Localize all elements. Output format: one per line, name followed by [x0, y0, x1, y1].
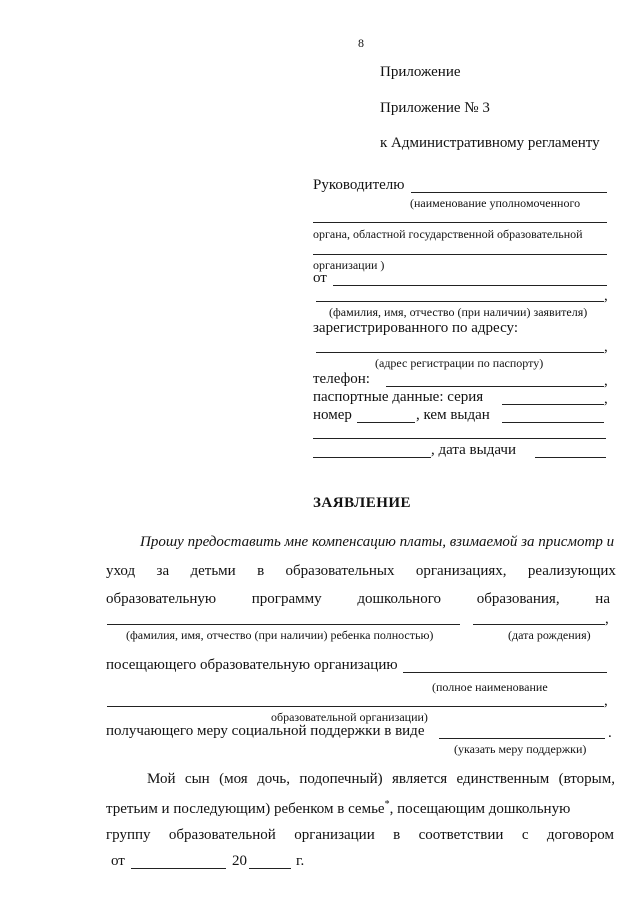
- word: договором: [546, 827, 614, 843]
- to-label: Руководителю: [313, 177, 405, 193]
- para2-line2-text: третьим и последующим) ребенком в семье: [106, 801, 385, 817]
- word: группу: [106, 827, 151, 843]
- word: Мой: [147, 771, 176, 787]
- word: за: [156, 563, 170, 579]
- word: уход: [106, 563, 136, 579]
- hint-org-2: органа, областной государственной образовательной: [313, 227, 583, 241]
- word: в: [257, 563, 265, 579]
- issued-label: , кем выдан: [416, 407, 490, 423]
- hint-org-1: (наименование уполномоченного: [410, 196, 581, 210]
- word: дошкольного: [357, 591, 441, 607]
- word: организации: [294, 827, 375, 843]
- word: соответствии: [418, 827, 504, 843]
- header-line-1: Приложение: [380, 64, 461, 80]
- number-field-line[interactable]: [357, 422, 415, 423]
- word: единственным: [456, 771, 550, 787]
- issued-field-line-2[interactable]: [313, 438, 606, 439]
- address-comma: ,: [604, 339, 608, 355]
- hint-address: (адрес регистрации по паспорту): [375, 356, 544, 370]
- para1-line2: [106, 563, 616, 580]
- word: образовательных: [285, 563, 395, 579]
- org-field-line-2[interactable]: [313, 254, 607, 255]
- hint-org: образовательной организации): [271, 710, 428, 724]
- from-field-line[interactable]: [333, 285, 607, 286]
- header-line-2: Приложение № 3: [380, 100, 490, 116]
- phone-field-line[interactable]: [386, 386, 604, 387]
- hint-name: (фамилия, имя, отчество (при наличии) заявителя): [329, 305, 588, 319]
- from-label: от: [313, 270, 327, 286]
- date-suffix: г.: [296, 853, 305, 869]
- word: (вторым,: [558, 771, 615, 787]
- document-title: ЗАЯВЛЕНИЕ: [313, 495, 412, 511]
- page-number: 8: [358, 36, 364, 50]
- word: организациях,: [415, 563, 507, 579]
- birth-date-line[interactable]: [473, 624, 605, 625]
- support-label: получающего меру социальной поддержки в виде: [106, 723, 425, 739]
- attending-label: посещающего образовательную организацию: [106, 657, 398, 673]
- para2-line2-rest: , посещающим дошкольную: [389, 801, 571, 817]
- word: образовательной: [168, 827, 276, 843]
- issue-date-left-line[interactable]: [313, 457, 431, 458]
- word: является: [392, 771, 448, 787]
- issue-date-field-line[interactable]: [535, 457, 606, 458]
- para1-line3: [106, 591, 610, 608]
- word: образования,: [476, 591, 560, 607]
- word: подопечный): [299, 771, 383, 787]
- issued-field-line[interactable]: [502, 422, 604, 423]
- word: образовательную: [106, 591, 217, 607]
- word: (моя: [219, 771, 248, 787]
- phone-comma: ,: [604, 373, 608, 389]
- hint-child: (фамилия, имя, отчество (при наличии) ребенка полностью): [126, 628, 434, 642]
- word: на: [595, 591, 610, 607]
- para2-line1: [147, 771, 615, 788]
- name-comma: ,: [604, 288, 608, 304]
- support-period: .: [608, 725, 612, 741]
- registered-label: зарегистрированного по адресу:: [313, 320, 518, 336]
- header-line-3: к Административному регламенту: [380, 135, 600, 151]
- word: дочь,: [257, 771, 290, 787]
- para2-line2: [106, 799, 616, 818]
- passport-series-line[interactable]: [502, 404, 604, 405]
- date-year-label: 20: [232, 853, 247, 869]
- contract-year-line[interactable]: [249, 868, 291, 869]
- name-field-line[interactable]: [316, 301, 604, 302]
- org-name-line[interactable]: [107, 706, 604, 707]
- support-field-line[interactable]: [439, 738, 605, 739]
- passport-label: паспортные данные: серия: [313, 389, 484, 405]
- contract-date-line[interactable]: [131, 868, 226, 869]
- hint-support: (указать меру поддержки): [454, 742, 587, 756]
- word: программу: [251, 591, 322, 607]
- org-comma: ,: [604, 693, 608, 709]
- date-from-label: от: [111, 853, 125, 869]
- attending-field-line[interactable]: [403, 672, 607, 673]
- word: в: [393, 827, 401, 843]
- hint-birth: (дата рождения): [508, 628, 591, 642]
- number-label: номер: [313, 407, 352, 423]
- footnote-mark: *: [384, 799, 390, 810]
- org-field-line[interactable]: [313, 222, 607, 223]
- word: с: [521, 827, 529, 843]
- word: реализующих: [527, 563, 616, 579]
- hint-full-name: (полное наименование: [432, 680, 548, 694]
- address-field-line[interactable]: [316, 352, 604, 353]
- child-comma: ,: [605, 611, 609, 627]
- phone-label: телефон:: [313, 371, 370, 387]
- to-field-line[interactable]: [411, 192, 607, 193]
- word: сын: [184, 771, 210, 787]
- word: детьми: [190, 563, 236, 579]
- hint-org-3: организации ): [313, 258, 385, 272]
- child-name-line[interactable]: [107, 624, 460, 625]
- para2-line3: [106, 827, 614, 844]
- issue-date-label: , дата выдачи: [431, 442, 516, 458]
- passport-comma: ,: [604, 391, 608, 407]
- para1-line1: Прошу предоставить мне компенсацию платы, взимаемой за присмотр и: [140, 534, 615, 550]
